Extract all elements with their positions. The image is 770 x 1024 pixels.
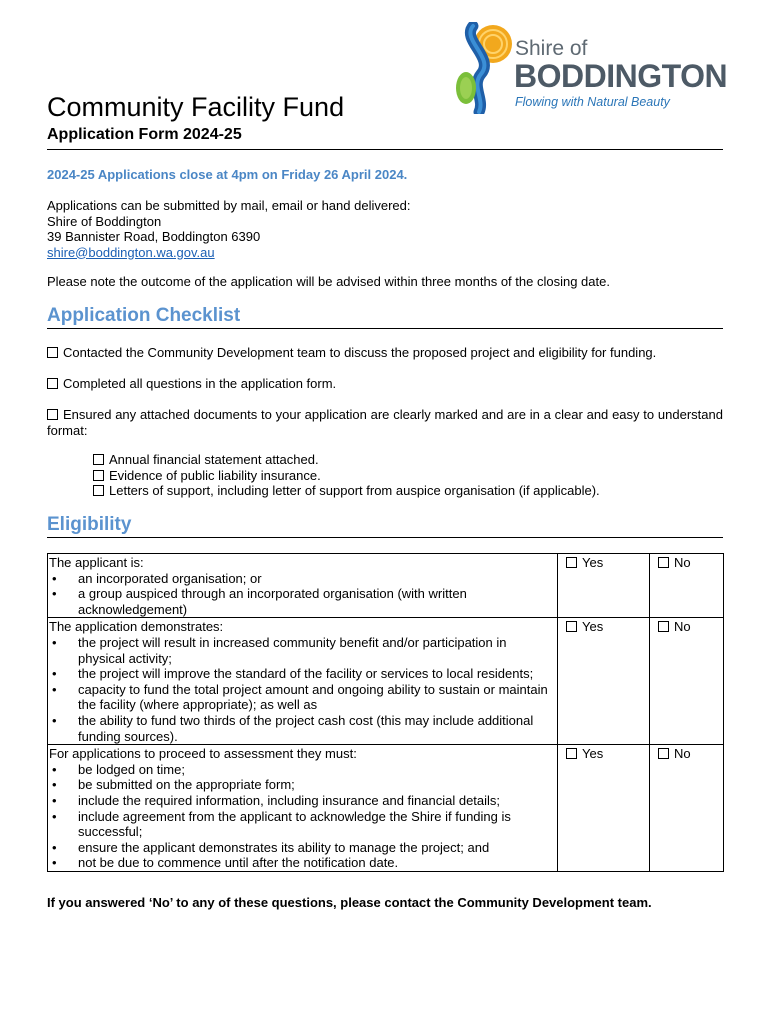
closing-date-notice: 2024-25 Applications close at 4pm on Friday 26 April 2024. <box>47 167 408 182</box>
list-item: • ensure the applicant demonstrates its ability to manage the project; and <box>78 840 557 856</box>
postal-address: 39 Bannister Road, Boddington 6390 <box>47 229 261 244</box>
criteria-cell: For applications to proceed to assessment they must: • be lodged on time; • be submitted on the appropriate form; • include the required information, including insurance and financial details; • include agreement from the applicant to acknowledge the Shire if funding is successful; • ensure the applicant demonstrates its ability to manage the project; and • not be due to commence until after the notification date. <box>48 745 558 872</box>
eligibility-divider <box>47 537 723 538</box>
list-item: • include the required information, including insurance and financial details; <box>78 793 557 809</box>
list-item: • be submitted on the appropriate form; <box>78 777 557 793</box>
checkbox[interactable] <box>47 409 58 420</box>
table-row <box>48 618 724 745</box>
checklist-item[interactable]: Contacted the Community Development team to discuss the proposed project and eligibility for funding. <box>47 345 723 361</box>
checkbox[interactable] <box>47 347 58 358</box>
no-option[interactable]: No <box>650 554 724 618</box>
river-emblem-icon <box>455 22 515 114</box>
page-subtitle: Application Form 2024-25 <box>47 126 242 143</box>
checkbox[interactable] <box>658 748 669 759</box>
submission-details <box>47 198 410 260</box>
checklist-item[interactable]: Completed all questions in the application form. <box>47 376 723 392</box>
criteria-cell: The applicant is: • an incorporated organisation; or • a group auspiced through an incorporated organisation (with written acknowledgement) <box>48 554 558 618</box>
yes-option[interactable]: Yes <box>558 554 650 618</box>
checkbox[interactable] <box>658 557 669 568</box>
organisation-name: Shire of Boddington <box>47 213 162 229</box>
checkbox[interactable] <box>566 621 577 632</box>
checklist-divider <box>47 328 723 329</box>
title-divider <box>47 149 723 150</box>
checkbox[interactable] <box>47 378 58 389</box>
checkbox[interactable] <box>93 485 104 496</box>
list-item: • capacity to fund the total project amount and ongoing ability to sustain or maintain the facility (where appropriate); as well as <box>78 682 557 713</box>
list-item: • the project will result in increased community benefit and/or participation in physical activity; <box>78 635 557 666</box>
list-item: • not be due to commence until after the notification date. <box>78 855 557 871</box>
attachment-item[interactable]: Letters of support, including letter of support from auspice organisation (if applicable). <box>93 483 600 499</box>
checkbox[interactable] <box>566 557 577 568</box>
shire-logo <box>455 22 730 114</box>
eligibility-heading: Eligibility <box>47 514 132 535</box>
list-item: • an incorporated organisation; or <box>78 571 557 587</box>
email-link[interactable]: shire@boddington.wa.gov.au <box>47 244 215 260</box>
checkbox[interactable] <box>93 470 104 481</box>
logo-name-text: BODDINGTON <box>514 58 728 94</box>
checkbox[interactable] <box>658 621 669 632</box>
eligibility-footer-note: If you answered ‘No’ to any of these questions, please contact the Community Development team. <box>47 895 652 910</box>
checklist-heading: Application Checklist <box>47 305 241 326</box>
yes-option[interactable]: Yes <box>558 745 650 872</box>
attachment-item[interactable]: Evidence of public liability insurance. <box>93 468 600 484</box>
checkbox[interactable] <box>566 748 577 759</box>
yes-option[interactable]: Yes <box>558 618 650 745</box>
list-item: • the project will improve the standard of the facility or services to local residents; <box>78 666 557 682</box>
list-item: • be lodged on time; <box>78 762 557 778</box>
attachment-item[interactable]: Annual financial statement attached. <box>93 452 600 468</box>
list-item: • a group auspiced through an incorporated organisation (with written acknowledgement) <box>78 586 557 617</box>
checkbox[interactable] <box>93 454 104 465</box>
table-row <box>48 554 724 618</box>
checklist-item[interactable]: Ensured any attached documents to your application are clearly marked and are in a clear and easy to understand format: <box>47 407 723 438</box>
eligibility-table <box>47 553 724 872</box>
list-item: • include agreement from the applicant to acknowledge the Shire if funding is successful; <box>78 809 557 840</box>
outcome-note: Please note the outcome of the application will be advised within three months of the closing date. <box>47 274 610 289</box>
logo-shire-text: Shire of <box>515 37 588 60</box>
list-item: • the ability to fund two thirds of the project cash cost (this may include additional funding sources). <box>78 713 557 744</box>
logo-tagline: Flowing with Natural Beauty <box>515 95 670 109</box>
table-row <box>48 745 724 872</box>
attachments-list <box>93 452 600 499</box>
submission-line: Applications can be submitted by mail, email or hand delivered: <box>47 198 411 213</box>
criteria-cell: The application demonstrates: • the project will result in increased community benefit and/or participation in physical activity; • the project will improve the standard of the facility or services to local residents; • capacity to fund the total project amount and ongoing ability to sustain or maintain the facility (where appropriate); as well as • the ability to fund two thirds of the project cash cost (this may include additional funding sources). <box>48 618 558 745</box>
page-title: Community Facility Fund <box>47 92 345 122</box>
no-option[interactable]: No <box>650 618 724 745</box>
no-option[interactable]: No <box>650 745 724 872</box>
